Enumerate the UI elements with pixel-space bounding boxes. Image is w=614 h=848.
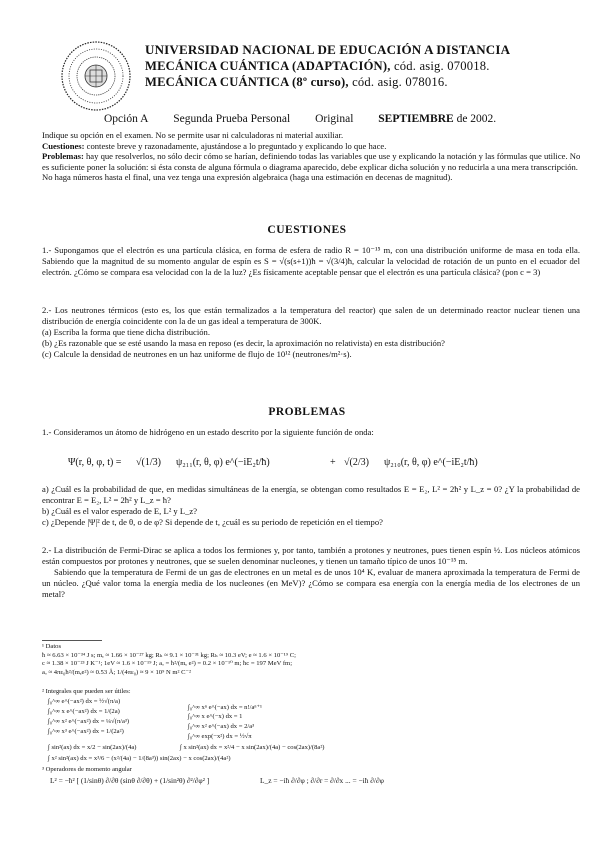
problemas-title: PROBLEMAS bbox=[268, 406, 346, 418]
instruction-last: No haga números hasta el final, una vez tenga una expresión algebraica (haga una estimación en decenas de magnitud). bbox=[42, 172, 453, 183]
cuestiones-title: CUESTIONES bbox=[267, 224, 347, 236]
course-line-2: MECÁNICA CUÁNTICA (8º curso), cód. asig. 078016. bbox=[145, 75, 448, 89]
integral-8: ∫₀^∞ exp(−x²) dx = ½√π bbox=[188, 733, 252, 740]
equation-term-1: ψ₂₁₁(r, θ, φ) e^(−iE₂t/ħ) bbox=[176, 457, 270, 468]
problem-1-a: a) ¿Cuál es la probabilidad de que, en medidas simultáneas de la energía, se obtengan como resultados E = E₂, L² = 2ħ² y L_z = 0? ¿Y la probabilidad de encontrar E = E₂, L² = 2ħ² y L_z = ħ? bbox=[42, 484, 580, 505]
exam-option: Opción A bbox=[104, 113, 149, 125]
question-2-b: (b) ¿Es razonable que se esté usando la masa en reposo (es decir, la aproximación no relativista) en esta distribución? bbox=[42, 338, 445, 348]
question-2-a: (a) Escriba la forma que tiene dicha distribución. bbox=[42, 327, 210, 337]
integral-3: ∫₀^∞ x² e^(−ax²) dx = ¼√(π/a³) bbox=[48, 718, 130, 725]
header bbox=[145, 42, 565, 90]
problem-2-body: Sabiendo que la temperatura de Fermi de un gas de electrones en un metal es de unos 10⁴ K, evaluar de manera aproximada la temperatura de Fermi de un núcleo. ¿Qué valor toma la energía media de los nucleones (en MeV)? ¿Cómo se compara esa energía con la energía media de los electrones de un metal? bbox=[42, 567, 580, 599]
course-line-1: MECÁNICA CUÁNTICA (ADAPTACIÓN), cód. asig. 070018. bbox=[145, 59, 490, 73]
question-2-c: (c) Calcule la densidad de neutrones en un haz uniforme de flujo de 10¹² (neutrones/m²·s). bbox=[42, 349, 352, 359]
university-seal-icon bbox=[60, 40, 132, 112]
equation-coef-2: √(2/3) bbox=[344, 457, 369, 468]
equation-term-2: ψ₂₁₀(r, θ, φ) e^(−iE₂t/ħ) bbox=[384, 457, 478, 468]
integral-7: ∫₀^∞ x² e^(−ax) dx = 2/a³ bbox=[188, 723, 255, 730]
operator-l-z: L_z = −iħ ∂/∂φ ; ∂/∂r = ∂/∂x ... = −iħ ∂/∂φ bbox=[260, 776, 384, 785]
instructions bbox=[42, 130, 582, 183]
datos-label: ¹ Datos bbox=[42, 643, 62, 650]
datos-line-1: ħ ≈ 6.63 × 10⁻³⁴ J s; mₑ ≈ 1.66 × 10⁻²⁷ kg; Rₕ ≈ 9.1 × 10⁻³¹ kg; Rₕ ≈ 10.3 eV; e ≈ 1.6 × 10⁻¹⁹ C; bbox=[42, 651, 296, 659]
question-1: 1.- Supongamos que el electrón es una partícula clásica, en forma de esfera de radio R = 10⁻¹⁵ m, con una distribución uniforme de masa en toda ella. Sabiendo que la magnitud de su momento angular de espín es S = √(s(s+1))ħ = √(3/4)ħ, calcular la velocidad de rotación de un punto en el ecuador del electrón. ¿Cómo se compara esa velocidad con la de la luz? ¿Es físicamente aceptable pensar que el electrón es una partícula clásica? (pon c = 3) bbox=[42, 245, 580, 277]
datos-line-3: aₒ ≈ 4πε₀ħ²/(mₑe²) ≈ 0.53 Å; 1/(4πε₀) ≈ 9 × 10⁹ N m² C⁻² bbox=[42, 668, 192, 676]
integral-5: ∫₀^∞ xⁿ e^(−ax) dx = n!/aⁿ⁺¹ bbox=[188, 704, 262, 711]
operator-l-squared: L² = −ħ² [ (1/sinθ) ∂/∂θ (sinθ ∂/∂θ) + (1/sin²θ) ∂²/∂φ² ] bbox=[50, 776, 210, 785]
exam-date: SEPTIEMBRE de 2002. bbox=[378, 113, 497, 125]
integrales-label: ² Integrales que pueden ser útiles: bbox=[42, 688, 131, 695]
operadores-label: ³ Operadores de momento angular bbox=[42, 766, 132, 773]
integral-2: ∫₀^∞ x e^(−ax²) dx = 1/(2a) bbox=[48, 708, 120, 715]
exam-type: Original bbox=[315, 113, 354, 125]
footnote-rule bbox=[42, 640, 102, 641]
integral-10: ∫ x sin²(ax) dx = x²/4 − x sin(2ax)/(4a) − cos(2ax)/(8a²) bbox=[180, 744, 325, 751]
integral-4: ∫₀^∞ x³ e^(−ax²) dx = 1/(2a²) bbox=[48, 728, 124, 735]
question-2-intro: 2.- Los neutrones térmicos (esto es, los que están termalizados a la temperatura del reactor) que salen de un determinado reactor nuclear tienen una distribución de energía coincidente con la de un gas ideal a temperatura de 300K. bbox=[42, 305, 580, 326]
equation-plus: + bbox=[330, 457, 336, 468]
problem-1-intro: 1.- Consideramos un átomo de hidrógeno en un estado descrito por la siguiente función de onda: bbox=[42, 427, 374, 437]
integral-11: ∫ x² sin²(ax) dx = x³/6 − (x²/(4a) − 1/(8a³)) sin(2ax) − x cos(2ax)/(4a²) bbox=[48, 755, 231, 762]
exam-info bbox=[104, 113, 584, 125]
datos-line-2: c ≈ 1.38 × 10⁻²³ J K⁻¹; 1eV ≈ 1.6 × 10⁻¹⁹ J; aₒ = ħ²/(mₑ e²) = 0.2 × 10⁻¹⁰ m; ħc = 197 MeV fm; bbox=[42, 660, 293, 668]
integral-1: ∫₀^∞ e^(−ax²) dx = ½√(π/a) bbox=[48, 698, 121, 705]
problem-2-intro: 2.- La distribución de Fermi-Dirac se aplica a todos los fermiones y, por tanto, también a protones y neutrones, pues tienen espín ½. Los núcleos atómicos están compuestos por protones y neutrones, que se suelen denominar nucleones, y tienen un tamaño típico de unos 10⁻¹⁵ m. bbox=[42, 545, 580, 566]
equation-coef-1: √(1/3) bbox=[136, 457, 161, 468]
problem-1-c: c) ¿Depende |Ψ|² de t, de θ, o de φ? Si depende de t, ¿cuál es su periodo de repetición en el tiempo? bbox=[42, 517, 383, 527]
question-2 bbox=[42, 305, 580, 360]
university-name: UNIVERSIDAD NACIONAL DE EDUCACIÓN A DISTANCIA bbox=[145, 42, 511, 57]
footnote-datos bbox=[42, 640, 582, 677]
problem-1-b: b) ¿Cuál es el valor esperado de E, L² y L_z? bbox=[42, 506, 198, 516]
instruction-line: Indique su opción en el examen. No se permite usar ni calculadoras ni material auxiliar. bbox=[42, 130, 344, 140]
problem-1-parts bbox=[42, 484, 580, 528]
problem-2 bbox=[42, 545, 580, 600]
integral-6: ∫₀^∞ x e^(−x) dx = 1 bbox=[188, 713, 243, 720]
wavefunction-equation bbox=[68, 448, 528, 480]
instruction-problemas: Problemas: hay que resolverlos, no sólo decir cómo se harían, definiendo todas las variables que use y explicando la notación y las fórmulas que utilice. No es suficiente poner la solución: si ésta consta de alguna fórmula o diagrama aparecido, debe explicar dicha solución y no reducirla a una mera transcripción. bbox=[42, 151, 581, 172]
exam-test: Segunda Prueba Personal bbox=[173, 113, 291, 125]
integral-9: ∫ sin²(ax) dx = x/2 − sin(2ax)/(4a) bbox=[48, 744, 137, 751]
equation-lhs: Ψ(r, θ, φ, t) = bbox=[68, 457, 122, 468]
instruction-cuestiones: Cuestiones: conteste breve y razonadamente, ajustándose a lo preguntado y explicando lo que hace. bbox=[42, 140, 387, 151]
